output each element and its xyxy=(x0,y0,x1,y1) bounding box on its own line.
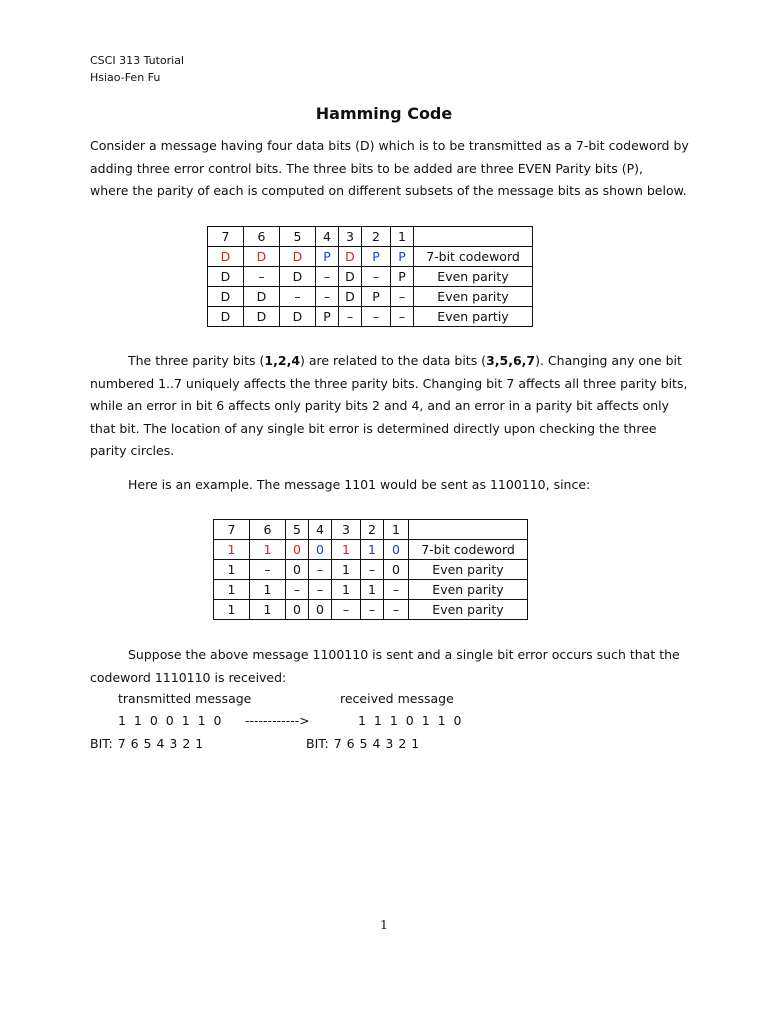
table-row xyxy=(208,247,533,267)
explanation-line: that bit. The location of any single bit error is determined directly upon checking the three xyxy=(90,420,657,436)
table-cell: D xyxy=(244,287,280,307)
table-header-cell: 1 xyxy=(384,520,409,540)
table-cell: – xyxy=(309,560,332,580)
table-row xyxy=(214,560,528,580)
table-cell: D xyxy=(339,267,362,287)
table-cell: – xyxy=(384,600,409,620)
table-cell: 1 xyxy=(214,600,250,620)
course-label: CSCI 313 Tutorial xyxy=(90,54,185,67)
table-cell: D xyxy=(208,307,244,327)
table-cell: – xyxy=(361,560,384,580)
parity-bit-cell: P xyxy=(391,247,414,267)
parity-bit-list: 1,2,4 xyxy=(264,353,301,368)
parity-bit-cell: P xyxy=(316,247,339,267)
parity-bit-cell: P xyxy=(362,247,391,267)
example-intro: Here is an example. The message 1101 would be sent as 1100110, since: xyxy=(128,477,591,492)
table-header-cell: 6 xyxy=(244,227,280,247)
table-cell: P xyxy=(391,267,414,287)
table-cell: – xyxy=(339,307,362,327)
table-cell: – xyxy=(280,287,316,307)
table-cell: – xyxy=(332,600,361,620)
parity-explanation-paragraph xyxy=(90,350,690,463)
parity-bit-cell: 1 xyxy=(361,540,384,560)
table-row xyxy=(208,267,533,287)
table-cell: 1 xyxy=(250,580,286,600)
table-cell: 1 xyxy=(250,600,286,620)
table-header-cell: 1 xyxy=(391,227,414,247)
table-cell: – xyxy=(316,287,339,307)
table-cell: 1 xyxy=(332,580,361,600)
transmitted-label: transmitted message xyxy=(118,691,252,706)
table-cell: 1 xyxy=(214,580,250,600)
table-cell: D xyxy=(244,307,280,327)
table-cell: 1 xyxy=(332,560,361,580)
table-cell: D xyxy=(208,287,244,307)
row-label-cell: Even parity xyxy=(409,600,528,620)
table-cell: – xyxy=(244,267,280,287)
text-span: The three parity bits ( xyxy=(128,353,265,368)
row-label-cell: Even parity xyxy=(414,287,533,307)
table-header-cell: 3 xyxy=(339,227,362,247)
table-header-row xyxy=(214,520,528,540)
table-header-cell: 2 xyxy=(362,227,391,247)
scenario-line: Suppose the above message 1100110 is sent and a single bit error occurs such that the xyxy=(128,647,680,662)
table-cell: 1 xyxy=(214,560,250,580)
parity-bit-cell: 0 xyxy=(384,540,409,560)
error-scenario-paragraph xyxy=(90,644,690,689)
table-cell: – xyxy=(391,307,414,327)
table-row xyxy=(214,540,528,560)
row-label-cell: Even partiy xyxy=(414,307,533,327)
table-cell: – xyxy=(309,580,332,600)
transmitted-bits: 1 1 0 0 1 1 0 xyxy=(118,713,224,728)
table-cell: 0 xyxy=(384,560,409,580)
data-bit-cell: 1 xyxy=(332,540,361,560)
table-cell: D xyxy=(280,307,316,327)
explanation-line: numbered 1..7 uniquely affects the three parity bits. Changing bit 7 affects all three parity bits, xyxy=(90,375,688,391)
example-codeword-table xyxy=(213,519,528,620)
explanation-line: while an error in bit 6 affects only parity bits 2 and 4, and an error in a parity bit affects only xyxy=(90,398,670,413)
table-header-cell: 6 xyxy=(250,520,286,540)
row-label-cell: Even parity xyxy=(409,580,528,600)
table-cell: D xyxy=(339,287,362,307)
row-label-cell: Even parity xyxy=(414,267,533,287)
table-cell: 0 xyxy=(286,600,309,620)
page-number: 1 xyxy=(380,918,388,932)
bit-label-left: BIT: 7 6 5 4 3 2 1 xyxy=(90,736,204,751)
table-cell: – xyxy=(286,580,309,600)
table-cell: P xyxy=(316,307,339,327)
table-cell: – xyxy=(362,267,391,287)
table-header-cell: 4 xyxy=(316,227,339,247)
table-header-cell: 4 xyxy=(309,520,332,540)
data-bit-cell: D xyxy=(244,247,280,267)
table-cell: 0 xyxy=(286,560,309,580)
table-cell: D xyxy=(280,267,316,287)
parity-bit-cell: 0 xyxy=(309,540,332,560)
row-label-cell: 7-bit codeword xyxy=(409,540,528,560)
table-cell: – xyxy=(361,600,384,620)
bit-label-right: BIT: 7 6 5 4 3 2 1 xyxy=(306,736,420,751)
table-header-row xyxy=(208,227,533,247)
table-row xyxy=(214,580,528,600)
intro-line: adding three error control bits. The three bits to be added are three EVEN Parity bits (P), xyxy=(90,160,643,176)
data-bit-list: 3,5,6,7 xyxy=(486,353,536,368)
table-cell: – xyxy=(316,267,339,287)
scenario-line: codeword 1110110 is received: xyxy=(90,669,287,685)
table-row xyxy=(208,307,533,327)
data-bit-cell: D xyxy=(280,247,316,267)
received-bits: 1 1 1 0 1 1 0 xyxy=(358,713,464,728)
table-cell: – xyxy=(391,287,414,307)
table-header-cell: 2 xyxy=(361,520,384,540)
page-title: Hamming Code xyxy=(315,104,453,123)
text-span: ) are related to the data bits ( xyxy=(300,353,487,368)
explanation-line xyxy=(90,350,690,373)
table-header-cell: 5 xyxy=(280,227,316,247)
table-cell: D xyxy=(208,267,244,287)
table-row xyxy=(208,287,533,307)
table-header-cell xyxy=(409,520,528,540)
table-row xyxy=(214,600,528,620)
row-label-cell: Even parity xyxy=(409,560,528,580)
data-bit-cell: 1 xyxy=(250,540,286,560)
table-cell: – xyxy=(362,307,391,327)
parity-layout-table xyxy=(207,226,533,327)
table-header-cell: 3 xyxy=(332,520,361,540)
table-header-cell: 7 xyxy=(214,520,250,540)
intro-line: where the parity of each is computed on different subsets of the message bits as shown below. xyxy=(90,183,687,198)
table-header-cell: 7 xyxy=(208,227,244,247)
explanation-line: parity circles. xyxy=(90,443,175,458)
table-cell: 0 xyxy=(309,600,332,620)
table-header-cell xyxy=(414,227,533,247)
row-label-cell: 7-bit codeword xyxy=(414,247,533,267)
table-cell: 1 xyxy=(361,580,384,600)
intro-paragraph xyxy=(90,135,690,203)
table-cell: P xyxy=(362,287,391,307)
received-label: received message xyxy=(340,691,454,706)
data-bit-cell: D xyxy=(339,247,362,267)
table-cell: – xyxy=(250,560,286,580)
table-cell: – xyxy=(384,580,409,600)
transmission-arrow: ------------> xyxy=(245,713,310,728)
data-bit-cell: 0 xyxy=(286,540,309,560)
data-bit-cell: D xyxy=(208,247,244,267)
data-bit-cell: 1 xyxy=(214,540,250,560)
intro-line: Consider a message having four data bits (D) which is to be transmitted as a 7-bit codeword by xyxy=(90,138,689,153)
author-label: Hsiao-Fen Fu xyxy=(90,71,161,84)
text-span: ). Changing any one bit xyxy=(535,353,682,368)
table-header-cell: 5 xyxy=(286,520,309,540)
